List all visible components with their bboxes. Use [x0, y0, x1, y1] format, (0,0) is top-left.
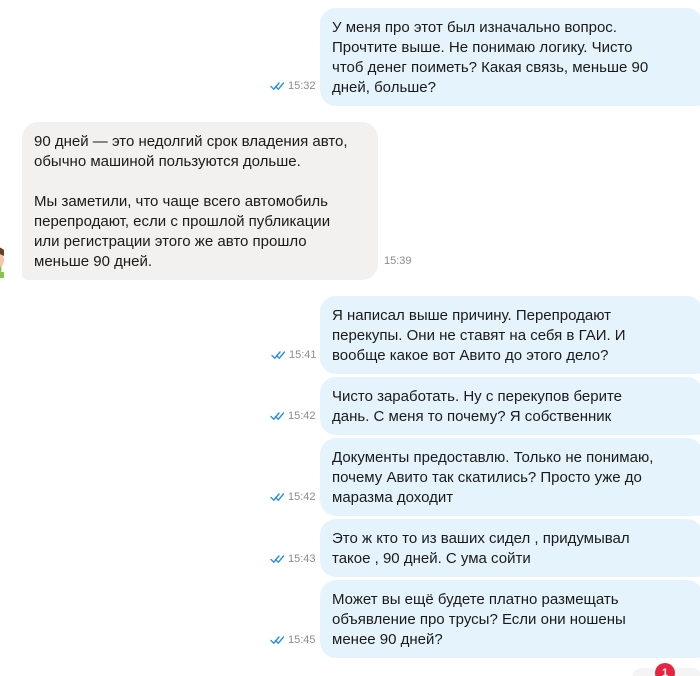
double-check-icon: [270, 635, 285, 645]
double-check-icon: [270, 492, 285, 502]
message-bubble-outgoing[interactable]: Может вы ещё будете платно размещать объявление про трусы? Если они ношены менее 90 дней?: [320, 580, 700, 658]
message-time: 15:39: [384, 255, 412, 267]
support-avatar-icon: [0, 238, 16, 278]
unread-count-badge[interactable]: 1: [655, 663, 675, 676]
message-bubble-outgoing[interactable]: У меня про этот был изначально вопрос. Прочтите выше. Не понимаю логику. Чисто чтоб денег поиметь? Какая связь, меньше 90 дней, больше?: [320, 8, 700, 106]
message-meta: [270, 553, 316, 565]
double-check-icon: [270, 81, 285, 91]
message-meta: [270, 491, 316, 503]
message-time: 15:43: [288, 553, 316, 565]
double-check-icon: [270, 554, 285, 564]
message-bubble-outgoing[interactable]: Это ж кто то из ваших сидел , придумывал такое , 90 дней. С ума сойти: [320, 519, 700, 577]
message-meta: [270, 634, 316, 646]
message-time: 15:42: [288, 491, 316, 503]
message-time: 15:32: [288, 80, 316, 92]
message-time: 15:41: [289, 349, 317, 361]
message-meta: [384, 255, 412, 267]
message-bubble-outgoing[interactable]: Чисто заработать. Ну с перекупов берите дань. С меня то почему? Я собственник: [320, 377, 700, 435]
message-meta: [270, 410, 316, 422]
message-bubble-outgoing[interactable]: Документы предоставлю. Только не понимаю, почему Авито так скатились? Просто уже до маразма доходит: [320, 438, 700, 516]
message-bubble-incoming[interactable]: 90 дней — это недолгий срок владения авто, обычно машиной пользуются дольше. Мы заметили, что чаще всего автомобиль перепродают, если с прошлой публикации или регистрации этого же авто прошло меньше 90 дней.: [22, 122, 378, 280]
message-meta: [271, 349, 317, 361]
double-check-icon: [270, 411, 285, 421]
double-check-icon: [271, 350, 286, 360]
message-time: 15:45: [288, 634, 316, 646]
message-bubble-outgoing[interactable]: Я написал выше причину. Перепродают перекупы. Они не ставят на себя в ГАИ. И вообще какое вот Авито до этого дело?: [320, 296, 700, 374]
message-time: 15:42: [288, 410, 316, 422]
message-meta: [270, 80, 316, 92]
